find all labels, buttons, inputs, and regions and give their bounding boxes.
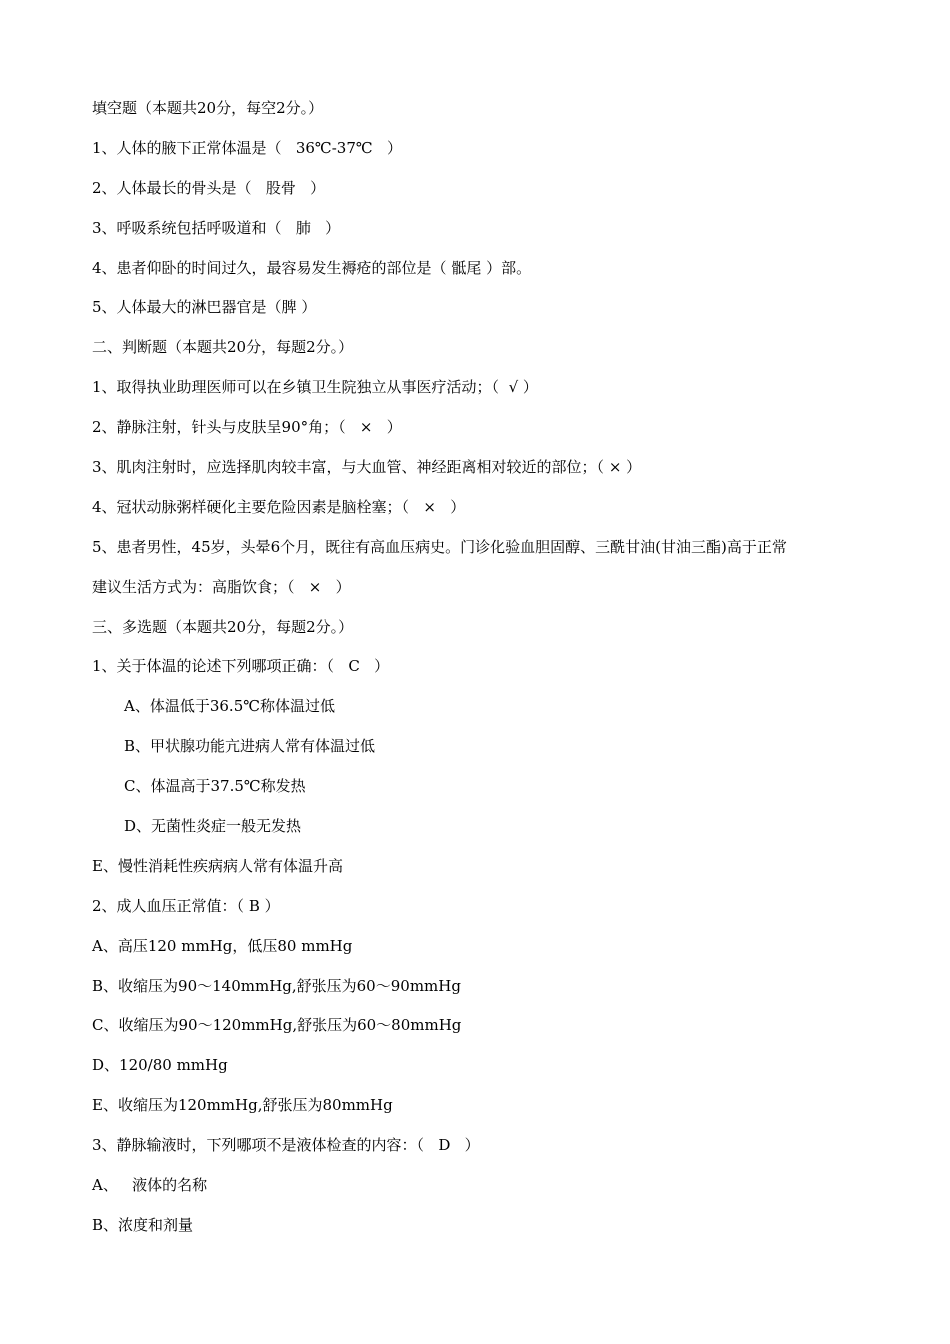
question-line: 2、成人血压正常值：（ B ） xyxy=(92,896,280,915)
question-line: 4、患者仰卧的时间过久，最容易发生褥疮的部位是（ 骶尾 ）部。 xyxy=(92,258,532,277)
option-line: B、收缩压为90～140mmHg,舒张压为60～90mmHg xyxy=(92,976,461,995)
question-line: 3、静脉输液时，下列哪项不是液体检查的内容：（ D ） xyxy=(92,1136,480,1155)
question-line: 4、冠状动脉粥样硬化主要危险因素是脑栓塞；（ × ） xyxy=(92,497,466,516)
question-line: 1、关于体温的论述下列哪项正确：（ C ） xyxy=(92,657,390,676)
section-title-multiple-choice: 三、多选题（本题共20分，每题2分。） xyxy=(92,617,354,636)
question-line: 5、人体最大的淋巴器官是（脾 ） xyxy=(92,298,317,317)
section-title-true-false: 二、判断题（本题共20分，每题2分。） xyxy=(92,338,354,357)
section-title-fill-blank: 填空题（本题共20分，每空2分。） xyxy=(92,99,324,117)
question-line: 3、呼吸系统包括呼吸道和（ 肺 ） xyxy=(92,218,341,237)
option-line: B、浓度和剂量 xyxy=(92,1215,194,1234)
question-line: 2、人体最长的骨头是（ 股骨 ） xyxy=(92,178,326,197)
option-line: C、体温高于37.5℃称发热 xyxy=(124,777,306,796)
option-line: D、120/80 mmHg xyxy=(92,1056,228,1075)
option-line: A、高压120 mmHg，低压80 mmHg xyxy=(92,936,353,955)
exam-content xyxy=(92,96,892,1253)
question-line: 1、取得执业助理医师可以在乡镇卫生院独立从事医疗活动；（ √ ） xyxy=(92,378,538,397)
option-line: A、体温低于36.5℃称体温过低 xyxy=(124,697,336,716)
question-line: 5、患者男性，45岁，头晕6个月，既往有高血压病史。门诊化验血胆固醇、三酰甘油(甘油三酯)高于正常 xyxy=(92,537,787,556)
option-line: C、收缩压为90～120mmHg,舒张压为60～80mmHg xyxy=(92,1016,462,1035)
option-line: B、甲状腺功能亢进病人常有体温过低 xyxy=(124,737,376,756)
option-line: E、慢性消耗性疾病病人常有体温升高 xyxy=(92,856,343,875)
question-line: 建议生活方式为：高脂饮食；（ × ） xyxy=(92,577,351,596)
option-line: E、收缩压为120mmHg,舒张压为80mmHg xyxy=(92,1096,393,1115)
option-line: D、无菌性炎症一般无发热 xyxy=(124,817,302,836)
question-line: 1、人体的腋下正常体温是（ 36℃-37℃ ） xyxy=(92,138,402,157)
question-line: 2、静脉注射，针头与皮肤呈90°角；（ × ） xyxy=(92,418,402,437)
question-line: 3、肌肉注射时，应选择肌肉较丰富，与大血管、神经距离相对较近的部位；（ × ） xyxy=(92,458,642,477)
option-line: A、 液体的名称 xyxy=(92,1176,208,1195)
